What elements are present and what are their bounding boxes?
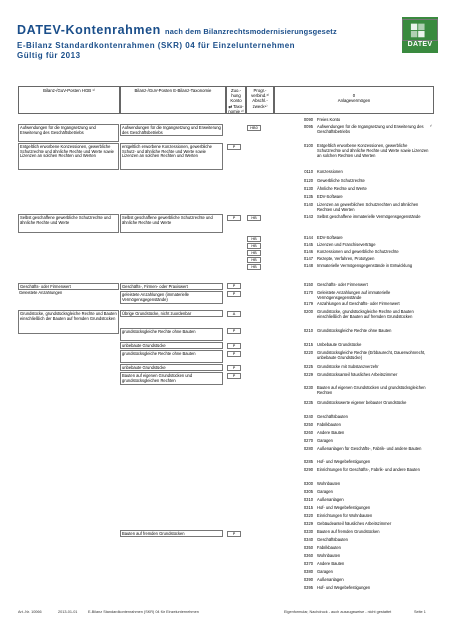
mark-p-0210: P	[227, 328, 241, 334]
mark-hb-0148: HB	[247, 264, 261, 270]
account-number: 0220	[303, 350, 313, 355]
account-number: 0370	[303, 561, 313, 566]
hgb-grundstuecke: Grundstücke, grundstücksgleiche Rechte und Bauten einschließlich der Bauten auf fremden Grundstücken	[18, 310, 119, 334]
account-text: Einrichtungen für Geschäfts-, Fabrik- und andere Bauten	[317, 467, 420, 472]
account-text: Außenanlagen für Geschäfts-, Fabrik- und andere Bauten	[317, 446, 422, 451]
account-text: Selbst geschaffene immaterielle Vermögensgegenstände	[317, 214, 421, 219]
account-number: 0305	[303, 489, 313, 494]
tax-unbebaute-grundstuecke: unbebaute Grundstücke	[120, 342, 223, 349]
account-number: 0130	[303, 186, 313, 191]
account-text: Andere Bauten	[317, 430, 345, 435]
account-text: Anzahlungen auf Geschäfts- oder Firmenwert	[317, 301, 400, 306]
account-text: Geschäfts- oder Firmenwert	[317, 282, 368, 287]
mark-p-0100: P	[227, 144, 241, 150]
account-number: 0270	[303, 438, 313, 443]
account-number: 0310	[303, 497, 313, 502]
account-text: Gewerbliche Schutzrechte	[317, 178, 365, 183]
account-text: Hof- und Wegebefestigungen	[317, 459, 371, 464]
mark-p-0215: P	[227, 343, 241, 349]
account-number: 0215	[303, 342, 313, 347]
hgb-geleistete-anzahlungen: Geleistete Anzahlungen	[19, 291, 63, 295]
hgb-firmenwert: Geschäfts- oder Firmenwert	[18, 283, 119, 290]
mark-hb-0143: HB	[247, 215, 261, 221]
tax-rechte-ohne-bauten-2: grundstücksgleiche Rechte ohne Bauten	[120, 350, 223, 363]
account-text: Immaterielle Vermögensgegenstände in Entwicklung	[317, 263, 413, 268]
account-text: Konzessionen	[317, 169, 343, 174]
account-number: 0225	[303, 364, 313, 369]
account-class-number: 0	[352, 93, 356, 98]
account-text: Grundstücke, grundstücksgleiche Rechte und Bauten einschließlich der Bauten auf fremden Grundstücken	[317, 309, 414, 319]
column-header-account-class	[274, 86, 434, 114]
account-number: 0350	[303, 545, 313, 550]
account-text: Bauten auf eigenen Grundstücken und grundstücksgleichen Rechten	[317, 385, 426, 395]
footer-document-name: E-Bilanz Standardkontenrahmen (SKR) 04 für Einzelunternehmen	[88, 610, 199, 614]
title-main: DATEV-Kontenrahmen	[17, 23, 161, 37]
account-number: 0170	[303, 290, 313, 295]
column-header-hgb: Bilanz-/GuV-Posten HGB ¹⁾	[18, 86, 120, 114]
account-number: 0135	[303, 194, 313, 199]
account-number: 0320	[303, 513, 313, 518]
tax-entgeltlich-erworbene: entgeltlich erworbene Konzessionen, gewerbliche Schutz- und ähnliche Rechte und Werte sowie Lizenzen an solchen Rechten und Werten	[120, 143, 223, 170]
tax-rechte-ohne-bauten: grundstücksgleiche Rechte ohne Bauten	[120, 328, 223, 341]
column-header-taxonomy: Bilanz-/GuV-Posten E-Bilanz-Taxonomie	[120, 86, 226, 114]
account-number: 0329	[303, 521, 313, 526]
account-text: Freies Konto	[317, 117, 341, 122]
account-number: 0240	[303, 414, 313, 419]
mark-p-0220: P	[227, 351, 241, 357]
account-number: 0144	[303, 235, 313, 240]
account-number: 0390	[303, 577, 313, 582]
hgb-entgeltlich-erworbene: Entgeltlich erworbene Konzessionen, gewerbliche Schutzrechte und ähnliche Rechte und Werte sowie Lizenzen an solchen Rechten und Werten	[18, 143, 119, 170]
tax-unbebaute-grundstuecke-2: unbebaute Grundstücke	[120, 364, 223, 371]
tax-firmenwert: Geschäfts-, Firmen- oder Praxiswert	[120, 283, 223, 290]
account-number: 0095	[303, 124, 313, 129]
mark-hb-0144: HB	[247, 236, 261, 242]
account-text: Grundstücke mit Substanzverzehr	[317, 364, 379, 369]
mark-p-0143: P	[227, 215, 241, 221]
account-text: Entgeltlich erworbene Konzessionen, gewerbliche Schutzrechte und ähnliche Rechte und Werte sowie Lizenzen an solchen Rechten und Werten	[317, 143, 429, 158]
account-text: Aufwendungen für die Ingangsetzung und Erweiterung des Geschäftsbetriebs	[317, 124, 424, 134]
mark-a-0200: A	[227, 311, 241, 317]
account-number: 0250	[303, 422, 313, 427]
account-text: Fabrikbauten	[317, 545, 341, 550]
validity-line: Gültig für 2013	[17, 51, 81, 60]
account-number: 0290	[303, 467, 313, 472]
account-number: 0380	[303, 569, 313, 574]
account-number: 0280	[303, 446, 313, 451]
account-number: 0315	[303, 505, 313, 510]
account-text: Garagen	[317, 489, 333, 494]
account-number: 0110	[304, 169, 313, 174]
account-text: Rezepte, Verfahren, Prototypen	[317, 256, 375, 261]
logo-wordmark: DATEV	[407, 41, 433, 48]
account-number: 0360	[303, 553, 313, 558]
account-text: Lizenzen an gewerblichen Schutzrechten und ähnlichen Rechten und Werten	[317, 202, 419, 212]
account-number: 0340	[303, 537, 313, 542]
account-text: Garagen	[317, 569, 333, 574]
account-number: 0100	[303, 143, 313, 148]
account-number: 0150	[303, 282, 313, 287]
mark-p-0330: P	[227, 531, 241, 537]
account-text: Geschäftsbauten	[317, 537, 348, 542]
account-text: Hof- und Wegebefestigungen	[317, 585, 371, 590]
account-number: 0145	[303, 242, 313, 247]
account-text: Außenanlagen	[317, 577, 344, 582]
account-text: Garagen	[317, 438, 333, 443]
mark-p-0150: P	[227, 283, 241, 289]
mark-hb-0146: HB	[247, 250, 261, 256]
tax-aufwendungen: Aufwendungen für die Ingangsetzung und Erweiterung des Geschäftsbetriebs	[120, 124, 223, 136]
page-title	[17, 23, 337, 37]
account-text: EDV-Software	[317, 194, 343, 199]
account-number: 0120	[303, 178, 313, 183]
account-text: Wohnbauten	[317, 481, 341, 486]
mark-hb-0147: HB	[247, 257, 261, 263]
mark-p-0229: P	[227, 373, 241, 379]
footer-copyright-note: Eigenformular, Nachdruck - auch auszugsweise - nicht gestattet	[284, 610, 392, 614]
account-number: 0200	[303, 309, 313, 314]
page-header	[0, 0, 452, 80]
account-number: 0147	[303, 256, 313, 261]
account-text: Bauten auf fremden Grundstücken	[317, 529, 380, 534]
account-number: 0330	[303, 529, 313, 534]
title-subtitle: nach dem Bilanzrechtsmodernisierungsgesetz	[165, 27, 337, 36]
column-header-zuordnung: Zuo.-hung Konto ⇄ Taxo-nomie ²⁾	[226, 86, 246, 114]
account-number: 0146	[303, 249, 313, 254]
tax-bauten-eigene: Bauten auf eigenen Grundstücken und grundstücksgleichen Rechten	[120, 372, 223, 385]
account-text: Andere Bauten	[317, 561, 345, 566]
account-text: Geschäftsbauten	[317, 414, 348, 419]
account-text: Wohnbauten	[317, 553, 341, 558]
account-text: Grundstücksgleiche Rechte ohne Bauten	[317, 328, 392, 333]
mark-p-0170: P	[227, 291, 241, 297]
tax-bauten-fremd: Bauten auf fremden Grundstücken	[120, 530, 223, 537]
account-text: Konzessionen und gewerbliche Schutzrechte	[317, 249, 399, 254]
footer-art-number: Art.-Nr. 10066	[18, 610, 42, 614]
hgb-aufwendungen: Aufwendungen für die Ingangsetzung und Erweiterung des Geschäftsbetriebs	[18, 124, 119, 142]
account-number: 0140	[303, 202, 313, 207]
account-number: 0229	[303, 372, 313, 377]
account-number: 0090	[303, 117, 313, 122]
account-number: 0230	[303, 385, 313, 390]
datev-logo-mark-icon	[402, 19, 438, 41]
hgb-selbst-geschaffene: Selbst geschaffene gewerbliche Schutzrechte und ähnliche Rechte und Werte	[18, 214, 119, 233]
account-text: Lizenzen und Franchiseverträge	[317, 242, 376, 247]
account-number: 0395	[303, 585, 313, 590]
column-header-progr: Progr.-verbind.³⁾ Abschl.-zweck⁴⁾	[246, 86, 274, 114]
account-number: 0210	[303, 328, 313, 333]
footnote-marker: ¹⁾	[430, 124, 433, 128]
account-number: 0235	[303, 400, 313, 405]
account-class-name: Anlagevermögen	[337, 98, 371, 104]
tax-selbst-geschaffene: Selbst geschaffene gewerbliche Schutzrechte und ähnliche Rechte und Werte	[120, 214, 223, 233]
account-number: 0300	[303, 481, 313, 486]
mark-p-0225: P	[227, 365, 241, 371]
mark-hb-0145: HB	[247, 243, 261, 249]
account-text: Grundstücksgleiche Rechte (Erbbaurecht, Dauerwohnrecht, unbebaute Grundstücke)	[317, 350, 426, 360]
account-number: 0143	[303, 214, 313, 219]
account-text: Unbebaute Grundstücke	[317, 342, 362, 347]
account-text: Gebäudeanteil häusliches Arbeitszimmer	[317, 521, 392, 526]
tax-geleistete-anzahlungen: geleistete Anzahlungen (immaterielle Vermögensgegenstände)	[120, 291, 223, 304]
datev-logo	[402, 17, 438, 53]
tax-uebrige-grundstuecke: Übrige Grundstücke, nicht zuordenbar	[120, 310, 223, 317]
account-text: Außenanlagen	[317, 497, 344, 502]
document-subtitle: E-Bilanz Standardkontenrahmen (SKR) 04 für Einzelunternehmen	[17, 41, 296, 50]
account-number: 0179	[303, 301, 313, 306]
account-number: 0285	[303, 459, 313, 464]
mark-hb0: HB0	[247, 125, 261, 131]
account-text: Fabrikbauten	[317, 422, 341, 427]
account-number: 0260	[303, 430, 313, 435]
account-text: Hof- und Wegebefestigungen	[317, 505, 371, 510]
footer-page-number: Seite 1	[414, 610, 426, 614]
footer-date: 2013-01-01	[58, 610, 78, 614]
account-text: Grundstückswerte eigener bebauter Grundstücke	[317, 400, 407, 405]
account-text: Geleistete Anzahlungen auf immaterielle Vermögensgegenstände	[317, 290, 391, 300]
account-text: Ähnliche Rechte und Werte	[317, 186, 367, 191]
account-number: 0148	[303, 263, 313, 268]
account-text: Grundstücksanteil häusliches Arbeitszimmer	[317, 372, 398, 377]
account-text: Einrichtungen für Wohnbauten	[317, 513, 373, 518]
account-text: EDV-Software	[317, 235, 343, 240]
